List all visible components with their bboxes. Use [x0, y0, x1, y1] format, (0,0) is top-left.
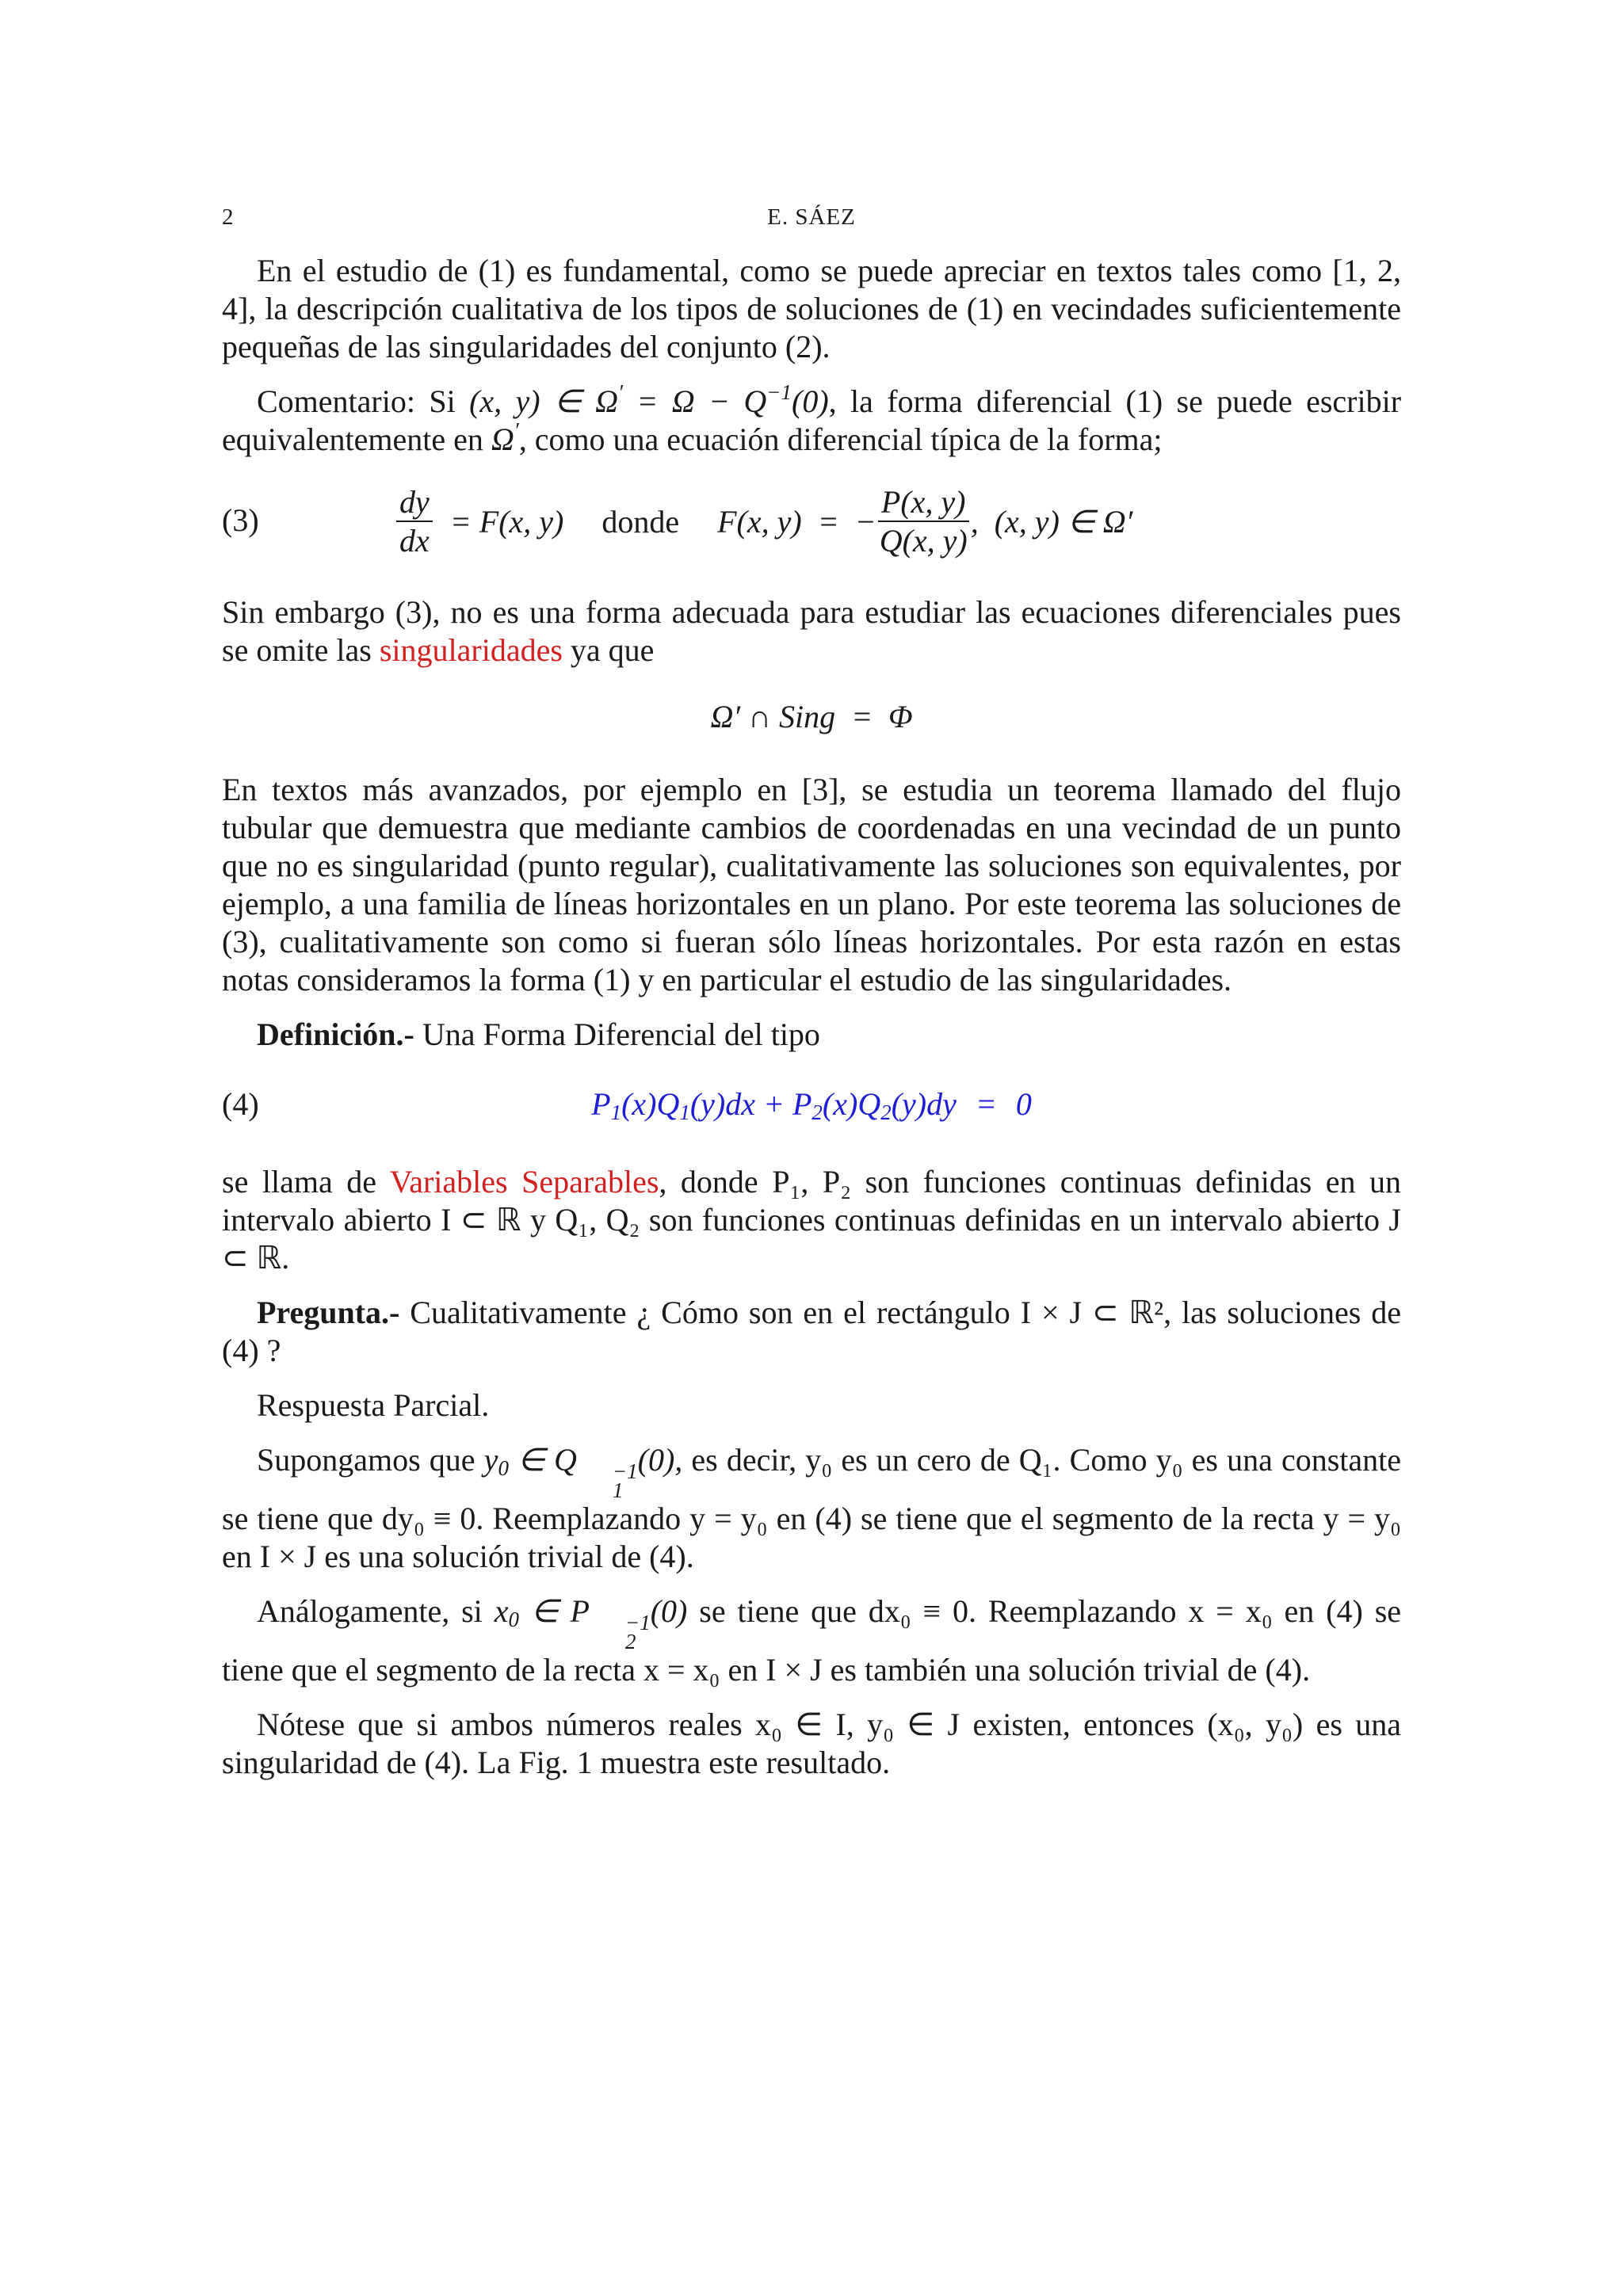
- running-header: [222, 204, 1401, 236]
- fraction-denominator-Q: Q(x, y): [879, 523, 968, 559]
- paragraph-notese: Nótese que si ambos números reales x₀ ∈ I, y₀ ∈ J existen, entonces (x₀, y₀) es una singularidad de (4). La Fig. 1 muestra este resultado.: [222, 1707, 1401, 1780]
- paragraph-variables-separables: [222, 1163, 1401, 1277]
- paragraph-sin-embargo: [222, 593, 1401, 669]
- suppose-text: es decir, y₀ es un cero de Q₁. Como y₀ es una constante se tiene que dy₀ ≡ 0. Reemplazando y = y₀ en (4) se tiene que el segmento de la recta y = y₀ en I × J es una solución trivial de (4).: [222, 1442, 1402, 1574]
- paragraph-definition: [222, 1016, 1401, 1054]
- fraction-dy-dx: [396, 484, 433, 560]
- fraction-denominator: dx: [399, 523, 430, 559]
- paragraph-analogamente: [222, 1592, 1401, 1689]
- paragraph-question: [222, 1294, 1401, 1370]
- equation-3: [222, 482, 1401, 562]
- fraction-P-Q: [876, 484, 971, 560]
- sin-embargo-after: ya que: [562, 632, 655, 668]
- equation-F-definition: F(x, y) = −: [717, 504, 876, 540]
- fraction-numerator: dy: [396, 484, 433, 522]
- link-variables-separables[interactable]: Variables Separables: [389, 1164, 659, 1199]
- analog-lead: Análogamente, si: [257, 1593, 495, 1629]
- page-number: 2: [222, 204, 234, 230]
- running-title: E. SÁEZ: [767, 204, 856, 230]
- paragraph-comment: [222, 380, 1402, 459]
- equation-omega-sing: Ω′ ∩ Sing = Φ: [710, 699, 913, 734]
- sin-embargo-before: Sin embargo (3), no es una forma adecuada para estudiar las ecuaciones diferenciales pues se omite las: [222, 594, 1401, 668]
- fraction-numerator-P: P(x, y): [878, 484, 969, 522]
- inline-math-omega: Ω′: [491, 418, 519, 457]
- question-label: Pregunta.-: [257, 1295, 400, 1330]
- inline-math-y0: $y_0$ ∈ Q −1 1 (0),: [483, 1442, 692, 1502]
- equation-domain: , (x, y) ∈ Ω′: [970, 504, 1133, 540]
- paragraph-answer-label: Respuesta Parcial.: [257, 1387, 490, 1423]
- vs-after: , donde P₁, P₂ son funciones continuas definidas en un intervalo abierto I ⊂ ℝ y Q₁, Q₂ son funciones continuas definidas en un intervalo abierto J ⊂ ℝ.: [222, 1164, 1402, 1276]
- equation-3-body: [396, 482, 1132, 562]
- equation-number-3: (3): [222, 502, 259, 538]
- body-text: [222, 252, 1401, 1798]
- suppose-lead: Supongamos que: [257, 1442, 484, 1478]
- equation-4: [222, 1085, 1401, 1125]
- inline-math-omega-prime: (x, y) ∈ $\Omega' = \Omega - Q^{-1}(0)$: [469, 380, 829, 419]
- paragraph-suppose-y0: [222, 1441, 1401, 1576]
- equation-word-donde: donde: [601, 504, 680, 540]
- analog-text: se tiene que dx₀ ≡ 0. Reemplazando x = x₀ en (4) se tiene que el segmento de la recta x = x₀ en I × J es también una solución trivial de (4).: [222, 1593, 1402, 1688]
- vs-before: se llama de: [222, 1164, 390, 1199]
- link-singularidades[interactable]: singularidades: [379, 632, 563, 668]
- definition-text: Una Forma Diferencial del tipo: [414, 1016, 820, 1052]
- paragraph-intro: En el estudio de (1) es fundamental, como se puede apreciar en textos tales como [1, 2, 4], la descripción cualitativa de los tipos de soluciones de (1) en vecindades suficientemente pequeñas de las singularidades del conjunto (2).: [222, 253, 1401, 364]
- equation-number-4: (4): [222, 1086, 259, 1122]
- inline-math-x0: $x_0$ ∈ P −1 2 (0): [494, 1593, 700, 1653]
- question-text: Cualitativamente ¿ Cómo son en el rectángulo I × J ⊂ ℝ², las soluciones de (4) ?: [222, 1295, 1401, 1368]
- paragraph-flujo-tubular: En textos más avanzados, por ejemplo en [3], se estudia un teorema llamado del flujo tubular que demuestra que mediante cambios de coordenadas en una vecindad de un punto que no es singularidad (punto regular), cualitativamente las soluciones son equivalentes, por ejemplo, a una familia de líneas horizontales en un plano. Por este teorema las soluciones de (3), cualitativamente son como si fueran sólo líneas horizontales. Por esta razón en estas notas consideramos la forma (1) y en particular el estudio de las singularidades.: [222, 772, 1401, 997]
- comment-mid1: , la forma diferencial (1) se puede escribir equivalentemente en: [222, 383, 1402, 457]
- comment-mid2: , como una ecuación diferencial típica de la forma;: [518, 421, 1163, 457]
- definition-label: Definición.-: [257, 1016, 414, 1052]
- comment-lead: Comentario: Si: [257, 383, 470, 419]
- equation-lhs-F: = F(x, y): [449, 504, 564, 540]
- equation-4-body: $P_1(x)Q_1(y)dx + P_2(x)Q_2(y)dy = 0$: [591, 1086, 1032, 1124]
